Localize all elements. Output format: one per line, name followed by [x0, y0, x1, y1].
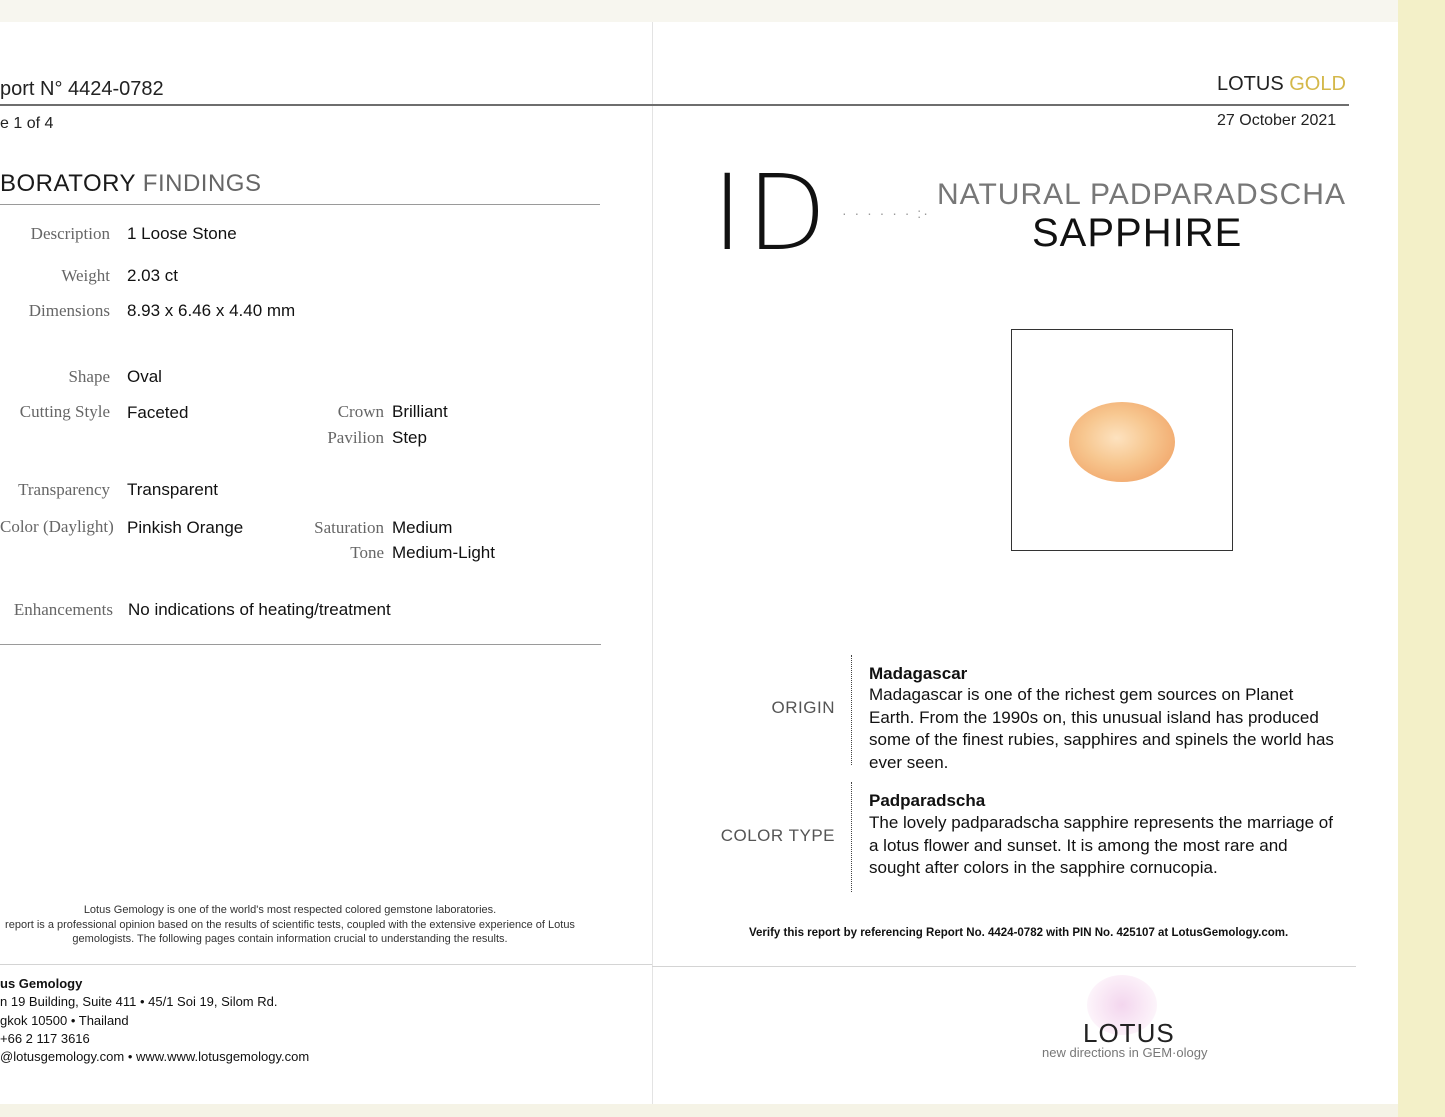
- section-title-light: FINDINGS: [142, 170, 262, 197]
- shape-value: Oval: [127, 367, 162, 386]
- header-rule-right: [652, 104, 1349, 106]
- contact-rule: [0, 964, 652, 965]
- contact-name: us Gemology: [0, 976, 83, 991]
- disclaimer: [0, 903, 580, 947]
- transparency-label: Transparency: [18, 480, 110, 499]
- brand-accent: GOLD: [1289, 73, 1346, 95]
- contact-block: [0, 975, 309, 1066]
- header-rule-left: [0, 104, 652, 106]
- footer-logo: LOTUS: [1083, 1018, 1175, 1048]
- section-title-bold: BORATORY: [0, 170, 136, 197]
- verify-note: Verify this report by referencing Report No. 4424-0782 with PIN No. 425107 at LotusGemology.com.: [749, 927, 1289, 939]
- id-arrow: · · · · · · :·: [842, 205, 930, 221]
- scan-top-edge: [0, 0, 1445, 22]
- brand-main: LOTUS: [1217, 73, 1284, 95]
- contact-phone: +66 2 117 3616: [0, 1030, 90, 1046]
- pavilion-value: Step: [392, 428, 427, 447]
- section-rule: [0, 204, 600, 205]
- shape-label: Shape: [68, 367, 110, 386]
- footer-rule-right: [652, 966, 1356, 967]
- report-date: 27 October 2021: [1217, 112, 1337, 129]
- scan-right-edge: [1398, 0, 1445, 1117]
- enhancements-label: Enhancements: [13, 600, 113, 619]
- disclaimer-line-3: gemologists. The following pages contain information crucial to understanding the results.: [72, 933, 508, 945]
- weight-label: Weight: [61, 266, 110, 285]
- stone-photo-frame: [1011, 329, 1233, 551]
- section-title: [0, 170, 261, 198]
- dimensions-value: 8.93 x 6.46 x 4.40 mm: [127, 301, 296, 320]
- saturation-value: Medium: [392, 518, 453, 537]
- transparency-value: Transparent: [127, 480, 219, 499]
- footer-tagline: new directions in GEM·ology: [1042, 1045, 1208, 1060]
- color-type-divider: [851, 782, 852, 892]
- crown-label: Crown: [337, 402, 384, 421]
- description-value: 1 Loose Stone: [127, 224, 237, 243]
- tone-value: Medium-Light: [392, 543, 495, 562]
- species-line-2: SAPPHIRE: [1032, 211, 1243, 255]
- stone-image: [1069, 402, 1175, 482]
- contact-address-2: gkok 10500 • Thailand: [0, 1012, 129, 1028]
- color-value: Pinkish Orange: [127, 518, 244, 537]
- description-label: Description: [30, 224, 110, 243]
- brand-logo: [1217, 73, 1346, 96]
- species-line-1: NATURAL PADPARADSCHA: [937, 178, 1346, 211]
- color-type-text: The lovely padparadscha sapphire represents the marriage of a lotus flower and sunset. It is among the most rare and sought after colors in the sapphire cornucopia.: [869, 813, 1333, 877]
- origin-divider: [851, 655, 852, 765]
- cutting-style-label: Cutting Style: [19, 402, 110, 421]
- weight-value: 2.03 ct: [127, 266, 179, 285]
- id-mark: ID: [712, 152, 831, 274]
- crown-value: Brilliant: [392, 402, 448, 421]
- disclaimer-line-1: Lotus Gemology is one of the world's most respected colored gemstone laboratories.: [83, 904, 497, 916]
- origin-title: Madagascar: [869, 664, 968, 683]
- contact-address-1: n 19 Building, Suite 411 • 45/1 Soi 19, Silom Rd.: [0, 994, 278, 1010]
- scan-bottom-edge: [0, 1104, 1398, 1117]
- tone-label: Tone: [350, 543, 384, 562]
- pavilion-label: Pavilion: [327, 428, 384, 447]
- report-number: port N° 4424-0782: [0, 78, 164, 100]
- color-label: Color (Daylight): [0, 517, 114, 536]
- disclaimer-line-2: report is a professional opinion based on the results of scientific tests, coupled with the extensive experience of Lotus: [5, 918, 575, 931]
- dimensions-label: Dimensions: [28, 301, 110, 320]
- contact-web[interactable]: @lotusgemology.com • www.www.lotusgemology.com: [0, 1049, 310, 1065]
- origin-label: ORIGIN: [771, 698, 835, 717]
- enhancements-value: No indications of heating/treatment: [128, 600, 391, 619]
- cutting-style-value: Faceted: [127, 403, 189, 422]
- origin-text: Madagascar is one of the richest gem sources on Planet Earth. From the 1990s on, this unusual island has produced some of the finest rubies, sapphires and spinels the world has ever seen.: [869, 685, 1334, 772]
- findings-bottom-rule: [0, 644, 601, 645]
- fold-line: [652, 22, 653, 1104]
- page-indicator: e 1 of 4: [0, 115, 54, 132]
- color-type-label: COLOR TYPE: [720, 826, 835, 845]
- color-type-title: Padparadscha: [869, 791, 986, 810]
- saturation-label: Saturation: [314, 518, 384, 537]
